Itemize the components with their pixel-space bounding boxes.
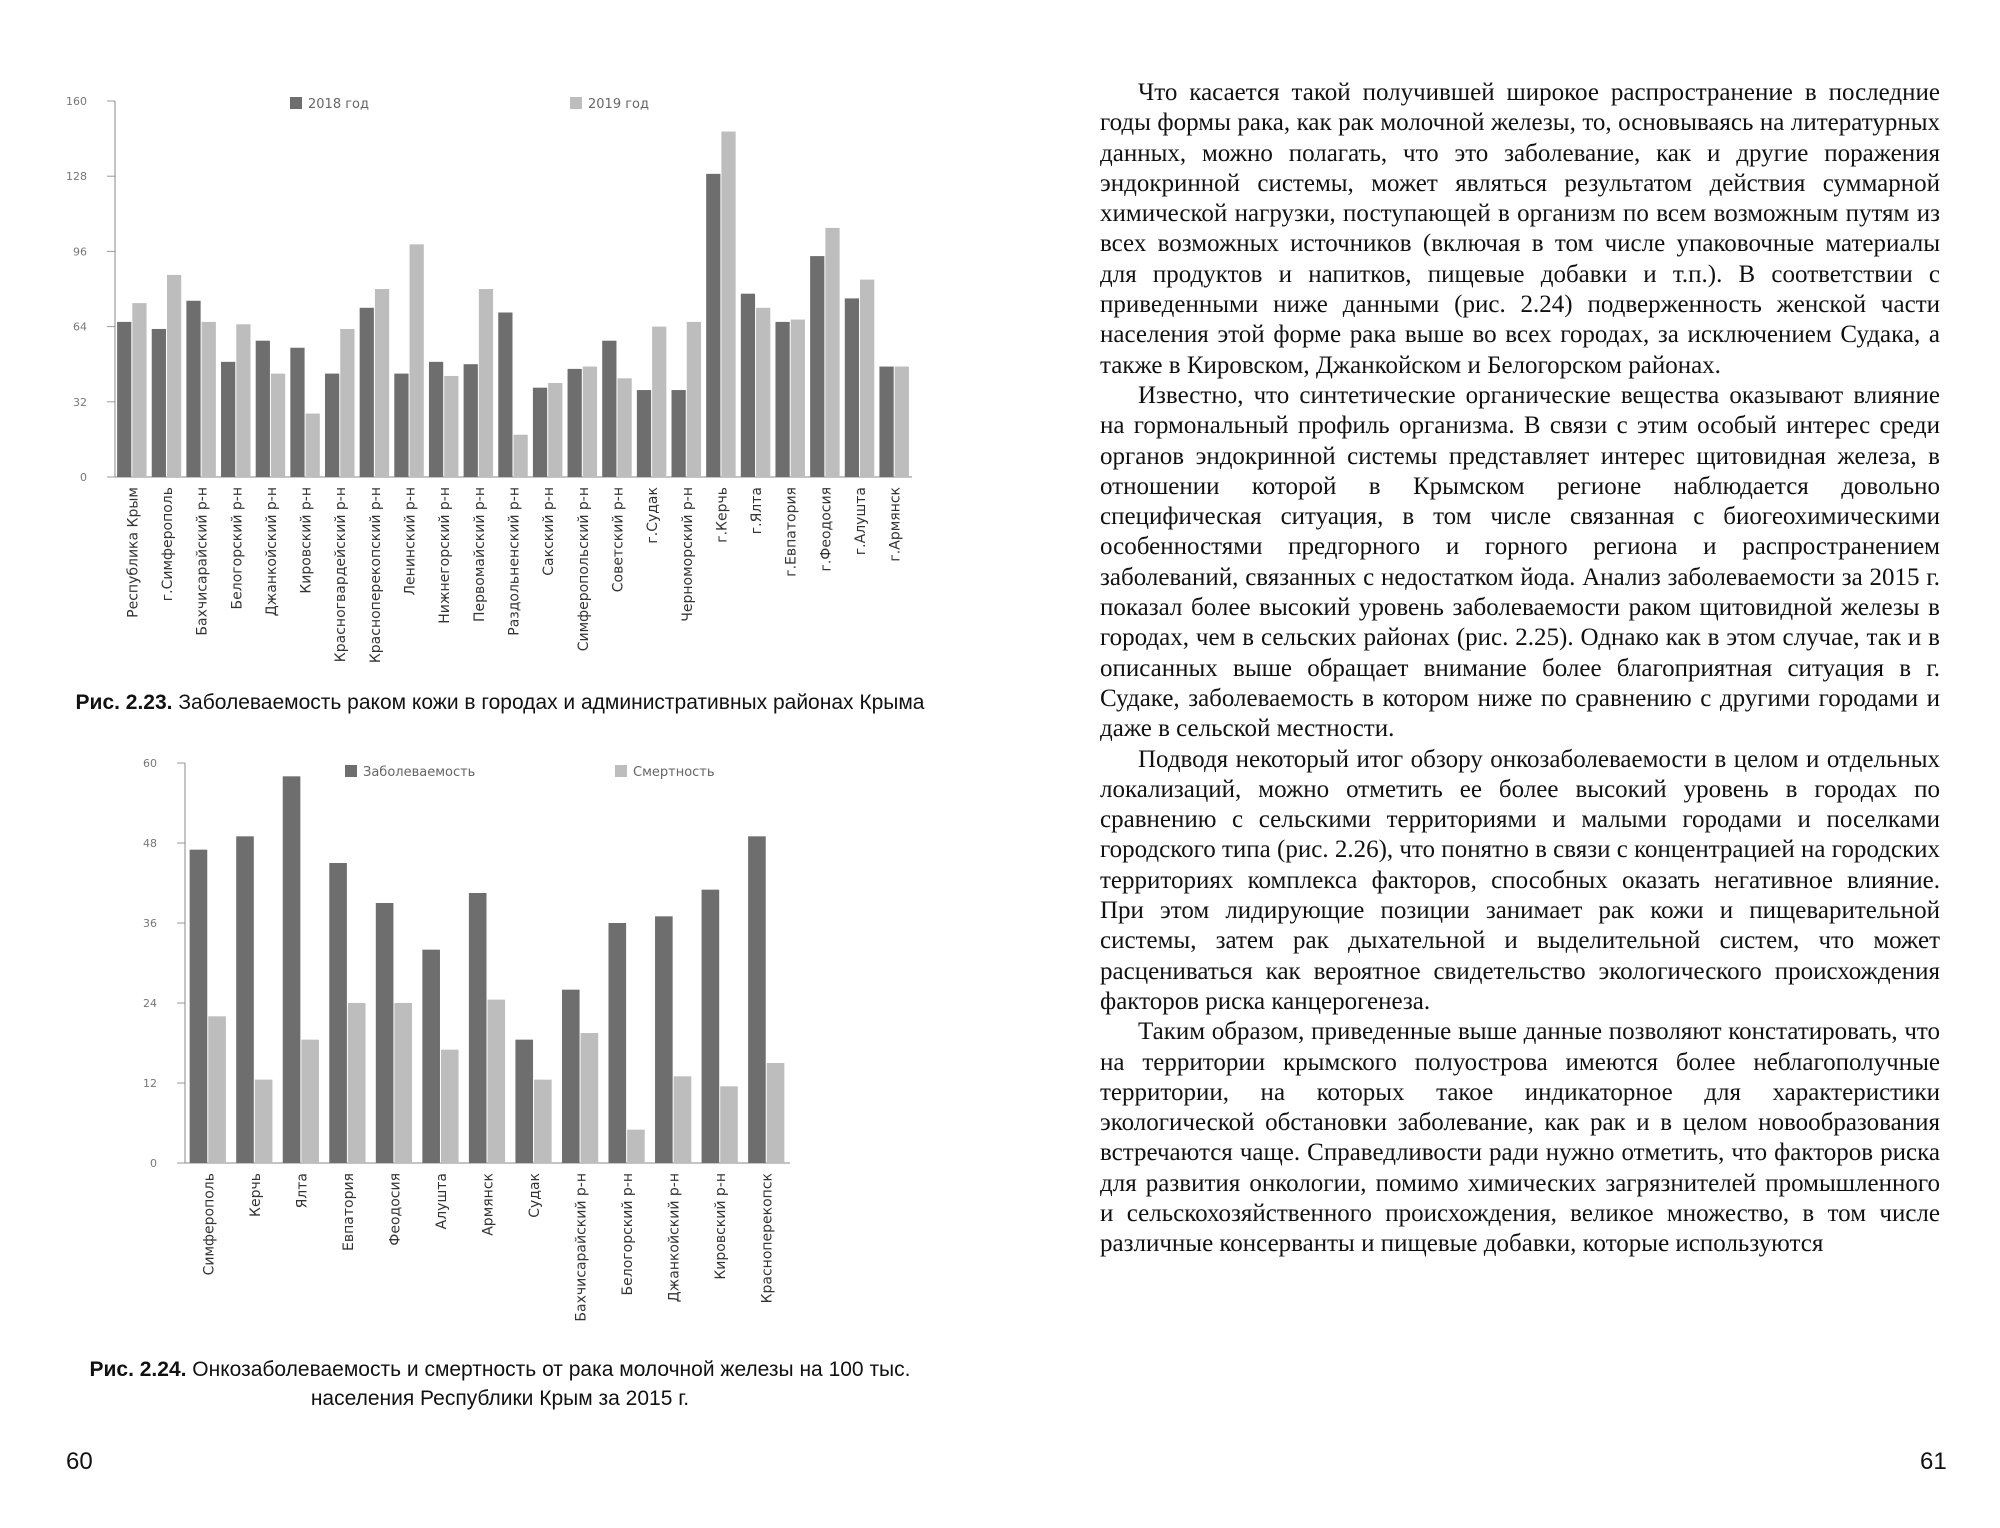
bar: [221, 362, 235, 477]
y-tick-label: 24: [143, 997, 157, 1010]
bar: [767, 1063, 785, 1163]
chart-fig-2-24: [0, 755, 1000, 1355]
x-tick-label: г.Симферополь: [159, 487, 176, 602]
legend-swatch: [615, 765, 627, 777]
bar: [617, 378, 631, 477]
bar: [208, 1016, 226, 1163]
bar: [306, 414, 320, 477]
bar: [422, 950, 440, 1163]
caption-fig-2-23: [60, 688, 940, 717]
x-tick-label: Первомайский р-н: [471, 487, 488, 622]
y-tick-label: 60: [143, 757, 157, 770]
bar: [652, 327, 666, 477]
bar: [706, 174, 720, 477]
bar: [534, 1080, 552, 1163]
right-page: [1000, 0, 2000, 1528]
bar: [775, 322, 789, 477]
bar: [609, 923, 627, 1163]
bar: [152, 329, 166, 477]
x-tick-label: Ленинский р-н: [402, 486, 419, 596]
y-tick-label: 0: [150, 1157, 157, 1170]
x-tick-label: Красноперекопск: [759, 1173, 776, 1304]
caption-text: Заболеваемость раком кожи в городах и административных районах Крыма: [172, 691, 925, 714]
bar: [394, 374, 408, 477]
bar: [721, 132, 735, 477]
bar: [360, 308, 374, 477]
caption-label: Рис. 2.23.: [75, 691, 173, 714]
bar: [376, 903, 394, 1163]
bar: [748, 836, 766, 1163]
x-tick-label: г.Феодосия: [818, 487, 835, 572]
bar: [895, 367, 909, 477]
x-tick-label: Симферопольский р-н: [575, 487, 592, 652]
bar: [301, 1040, 319, 1163]
bar: [515, 1040, 533, 1163]
x-tick-label: Кировский р-н: [298, 487, 315, 594]
y-tick-label: 96: [73, 245, 87, 259]
legend-label: 2018 год: [308, 97, 369, 112]
x-tick-label: Сакский р-н: [541, 487, 558, 576]
x-tick-label: г.Керчь: [714, 487, 731, 543]
x-tick-label: Ялта: [294, 1173, 311, 1209]
caption-fig-2-24: [60, 1355, 940, 1413]
bar: [410, 244, 424, 477]
bar: [498, 313, 512, 478]
x-tick-label: Армянск: [480, 1173, 497, 1236]
x-tick-label: Красногвардейский р-н: [333, 487, 350, 663]
bar: [627, 1130, 645, 1163]
y-tick-label: 128: [66, 170, 87, 184]
y-tick-label: 0: [80, 471, 87, 484]
bar: [283, 776, 301, 1163]
bar: [394, 1003, 412, 1163]
x-tick-label: г.Судак: [645, 487, 662, 544]
chart-svg: [0, 755, 1000, 1355]
legend-swatch: [345, 765, 357, 777]
bar: [845, 298, 859, 477]
paragraph: Таким образом, приведенные выше данные позволяют констатировать, что на территории крымского полуострова имеются более неблагополучные территории, на которых такое индикаторное для характеристики экологической обстановки заболевание, как рак и в целом новообразования встречаются чаще. Справедливости ради нужно отметить, что факторов риска для развития онкологии, помимо химических загрязнителей промышленного и сельскохозяйственного происхождения, великое множество, в том числе различные консерванты и пищевые добавки, которые используются: [1100, 1018, 1940, 1258]
chart-svg: [0, 85, 1000, 690]
legend-label: Смертность: [633, 765, 715, 780]
bar: [687, 322, 701, 477]
x-tick-label: г.Евпатория: [783, 487, 800, 577]
x-tick-label: Кировский р-н: [713, 1173, 730, 1280]
bar: [441, 1050, 459, 1163]
bar: [290, 348, 304, 477]
paragraph: Что касается такой получившей широкое распространение в последние годы формы рака, как рак молочной железы, то, основываясь на литературных данных, можно полагать, что это заболевание, как и другие поражения эндокринной системы, может являться результатом действия суммарной химической нагрузки, поступающей в организм по всем возможным путям из всех возможных источников (включая в том числе упаковочные материалы для продуктов и напитков, пищевые добавки и т.п.). В соответствии с приведенными ниже данными (рис. 2.24) подверженность женской части населения этой форме рака выше во всех городах, за исключением Судака, а также в Кировском, Джанкойском и Белогорском районах.: [1100, 79, 1940, 379]
bar: [464, 364, 478, 477]
bar: [444, 376, 458, 477]
bar: [672, 390, 686, 477]
x-tick-label: Керчь: [247, 1173, 264, 1217]
bar: [340, 329, 354, 477]
bar: [479, 289, 493, 477]
caption-text: Онкозаболеваемость и смертность от рака молочной железы на 100 тыс. населения Республики Крым за 2015 г.: [186, 1358, 911, 1410]
bar: [117, 322, 131, 477]
bar: [702, 890, 720, 1163]
bar: [637, 390, 651, 477]
y-tick-label: 64: [73, 320, 87, 334]
bar: [581, 1033, 599, 1163]
bar: [167, 275, 181, 477]
x-tick-label: Судак: [527, 1173, 544, 1218]
x-tick-label: г.Ялта: [749, 487, 766, 535]
caption-label: Рис. 2.24.: [89, 1358, 187, 1381]
bar: [879, 367, 893, 477]
x-tick-label: г.Армянск: [887, 487, 904, 562]
x-tick-label: Красноперекопский р-н: [367, 487, 384, 664]
bar: [236, 324, 250, 477]
x-tick-label: Белогорский р-н: [229, 487, 246, 610]
bar: [514, 435, 528, 477]
body-text: [1100, 78, 1940, 1260]
bar: [271, 374, 285, 477]
x-tick-label: Джанкойский р-н: [666, 1173, 683, 1303]
bar: [429, 362, 443, 477]
x-tick-label: Феодосия: [387, 1173, 404, 1246]
bar: [325, 374, 339, 477]
bar: [674, 1076, 692, 1163]
x-tick-label: Бахчисарайский р-н: [194, 487, 211, 636]
x-tick-label: Симферополь: [201, 1173, 218, 1276]
bar: [810, 256, 824, 477]
x-tick-label: Республика Крым: [125, 487, 142, 618]
bar: [329, 863, 347, 1163]
legend-label: 2019 год: [588, 97, 649, 112]
y-tick-label: 32: [73, 395, 87, 409]
bar: [756, 308, 770, 477]
bar: [190, 850, 208, 1163]
x-tick-label: Раздольненский р-н: [506, 487, 523, 636]
bar: [469, 893, 487, 1163]
y-tick-label: 12: [143, 1077, 157, 1090]
y-tick-label: 160: [66, 95, 87, 108]
chart-fig-2-23: [0, 85, 1000, 690]
bar: [860, 280, 874, 477]
x-tick-label: Белогорский р-н: [620, 1173, 637, 1296]
bar: [256, 341, 270, 477]
y-tick-label: 48: [143, 837, 157, 850]
bar: [202, 322, 216, 477]
x-tick-label: Евпатория: [340, 1173, 357, 1251]
bar: [562, 990, 580, 1163]
bar: [255, 1080, 273, 1163]
bar: [791, 320, 805, 477]
x-tick-label: Джанкойский р-н: [263, 487, 280, 617]
bar: [720, 1086, 738, 1163]
bar: [548, 383, 562, 477]
paragraph: Известно, что синтетические органические вещества оказывают влияние на гормональный профиль организма. В связи с этим особый интерес среди органов эндокринной системы представляет интерес щитовидная железа, в отношении которой в Крымском регионе наблюдается довольно специфическая ситуация, в том числе связанная с биогеохимическими особенностями предгорного и горного региона и распространением заболеваний, связанных с недостатком йода. Анализ заболеваемости за 2015 г. показал более высокий уровень заболеваемости раком щитовидной железы в городах, чем в сельских районах (рис. 2.25). Однако как в этом случае, так и в описанных выше обращает внимание более благоприятная ситуация в г. Судаке, заболеваемость в котором ниже по сравнению с другими городами и даже в сельской местности.: [1100, 381, 1940, 743]
y-tick-label: 36: [143, 917, 157, 930]
x-tick-label: Бахчисарайский р-н: [573, 1173, 590, 1322]
bar: [583, 367, 597, 477]
x-tick-label: г.Алушта: [853, 487, 870, 556]
bar: [186, 301, 200, 477]
bar: [533, 388, 547, 477]
bar: [132, 303, 146, 477]
bar: [236, 836, 254, 1163]
x-tick-label: Советский р-н: [610, 487, 627, 593]
bar: [488, 1000, 506, 1163]
bar: [568, 369, 582, 477]
x-tick-label: Черноморский р-н: [679, 487, 696, 622]
bar: [741, 294, 755, 477]
x-tick-label: Алушта: [433, 1173, 450, 1230]
legend-swatch: [570, 97, 582, 109]
x-tick-label: Нижнегорский р-н: [437, 487, 454, 624]
bar: [375, 289, 389, 477]
legend-label: Заболеваемость: [363, 765, 476, 780]
page-number: 60: [66, 1448, 93, 1475]
bar: [825, 228, 839, 477]
bar: [655, 916, 673, 1163]
bar: [348, 1003, 366, 1163]
page-number: 61: [1920, 1448, 1947, 1475]
legend-swatch: [290, 97, 302, 109]
paragraph: Подводя некоторый итог обзору онкозаболеваемости в целом и отдельных локализаций, можно отметить ее более высокий уровень в городах по сравнению с сельскими территориями и малыми городами и поселками городского типа (рис. 2.26), что понятно в связи с концентрацией на городских территориях комплекса факторов, способных оказать негативное влияние. При этом лидирующие позиции занимает рак кожи и пищеварительной системы, затем рак дыхательной и выделительной систем, что может расцениваться как вероятное свидетельство экологического происхождения факторов риска канцерогенеза.: [1100, 745, 1940, 1015]
bar: [602, 341, 616, 477]
